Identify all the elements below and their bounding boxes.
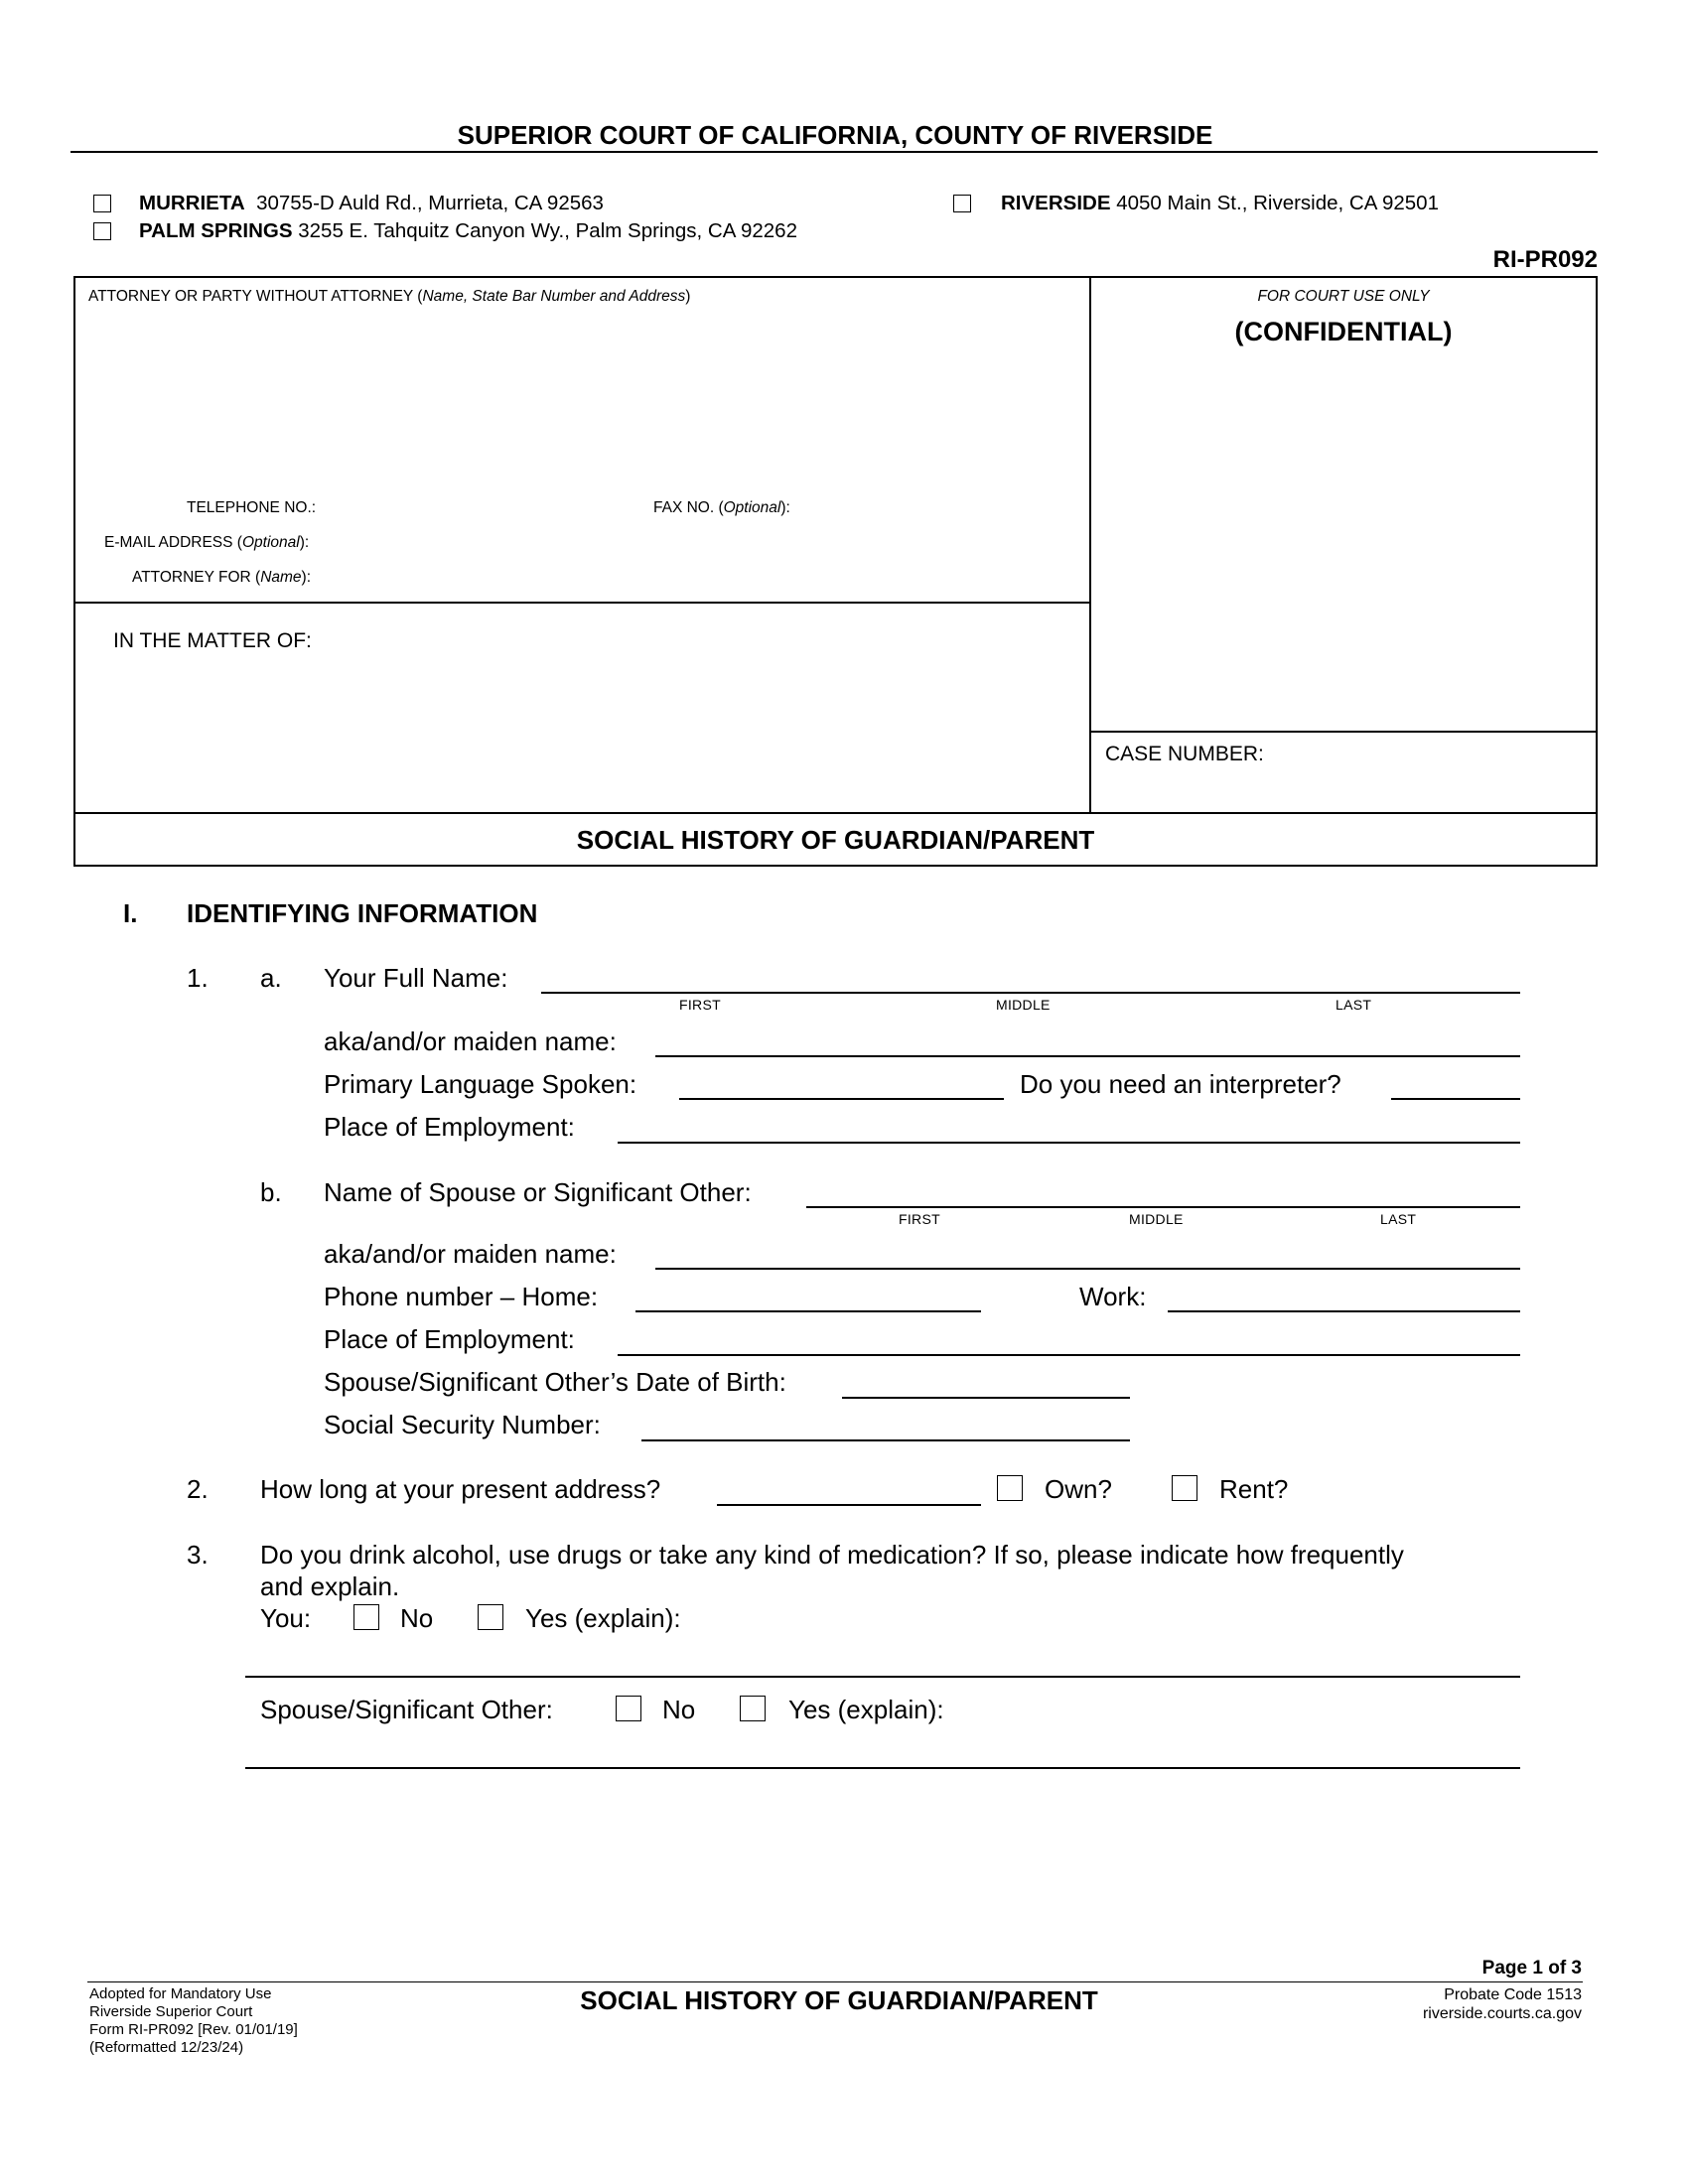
you-no-label: No	[400, 1603, 434, 1633]
own-label: Own?	[1045, 1474, 1112, 1504]
confidential-label: (CONFIDENTIAL)	[1234, 317, 1453, 346]
murrieta-checkbox[interactable]	[93, 195, 111, 212]
attorney-box	[73, 276, 1091, 604]
address-duration-line[interactable]	[717, 1504, 981, 1506]
footer-title: SOCIAL HISTORY OF GUARDIAN/PARENT	[580, 1985, 1098, 2015]
own-checkbox[interactable]	[997, 1475, 1023, 1501]
palm-springs-location	[139, 219, 797, 243]
interpreter-line[interactable]	[1391, 1098, 1520, 1100]
header-rule	[70, 151, 1598, 153]
phone-home-line[interactable]	[635, 1310, 981, 1312]
spouse-aka-label: aka/and/or maiden name:	[324, 1239, 617, 1269]
spouse-middle-caption: MIDDLE	[1129, 1211, 1184, 1227]
work-phone-line[interactable]	[1168, 1310, 1520, 1312]
interpreter-label: Do you need an interpreter?	[1020, 1069, 1341, 1099]
footer-form: Form RI-PR092 [Rev. 01/01/19]	[89, 2021, 298, 2038]
murrieta-name: MURRIETA	[139, 192, 245, 214]
fax-label: FAX NO. (Optional):	[653, 499, 790, 516]
murrieta-location	[139, 192, 604, 215]
you-yes-checkbox[interactable]	[478, 1604, 503, 1630]
spouse-no-label: No	[662, 1695, 696, 1724]
q1b-letter: b.	[260, 1177, 282, 1207]
rent-label: Rent?	[1219, 1474, 1289, 1504]
q3-question-line1: Do you drink alcohol, use drugs or take any kind of medication? If so, please indicate how frequently	[260, 1540, 1404, 1570]
footer-reformatted: (Reformatted 12/23/24)	[89, 2039, 244, 2056]
aka-line[interactable]	[655, 1055, 1520, 1057]
riverside-address: 4050 Main St., Riverside, CA 92501	[1116, 192, 1439, 214]
riverside-checkbox[interactable]	[953, 195, 971, 212]
section-title: IDENTIFYING INFORMATION	[187, 898, 538, 928]
q3-number: 3.	[187, 1540, 209, 1570]
spouse-yes-label: Yes (explain):	[788, 1695, 944, 1724]
spouse-dob-label: Spouse/Significant Other’s Date of Birth:	[324, 1367, 786, 1397]
email-label: E-MAIL ADDRESS (Optional):	[104, 534, 310, 551]
court-title: SUPERIOR COURT OF CALIFORNIA, COUNTY OF RIVERSIDE	[457, 120, 1213, 150]
riverside-location	[1001, 192, 1439, 215]
spouse-name-line[interactable]	[806, 1206, 1520, 1208]
employment-line[interactable]	[618, 1142, 1520, 1144]
footer-right	[1423, 1985, 1582, 2023]
telephone-label: TELEPHONE NO.:	[187, 499, 317, 516]
riverside-name: RIVERSIDE	[1001, 192, 1111, 214]
form-code: RI-PR092	[1492, 246, 1598, 273]
q3-question-line2: and explain.	[260, 1571, 400, 1601]
footer-court: Riverside Superior Court	[89, 2003, 253, 2020]
ssn-label: Social Security Number:	[324, 1410, 601, 1439]
palm-springs-name: PALM SPRINGS	[139, 219, 293, 242]
you-yes-label: Yes (explain):	[525, 1603, 681, 1633]
full-name-last-caption: LAST	[1336, 997, 1372, 1013]
spouse-substance-label: Spouse/Significant Other:	[260, 1695, 553, 1724]
q1a-letter: a.	[260, 963, 282, 993]
matter-label: IN THE MATTER OF:	[113, 629, 312, 652]
ssn-line[interactable]	[641, 1439, 1130, 1441]
phone-home-label: Phone number – Home:	[324, 1282, 599, 1311]
language-label: Primary Language Spoken:	[324, 1069, 637, 1099]
palm-springs-address: 3255 E. Tahquitz Canyon Wy., Palm Springs, CA 92262	[298, 219, 797, 242]
full-name-label: Your Full Name:	[324, 963, 508, 993]
murrieta-address: 30755-D Auld Rd., Murrieta, CA 92563	[256, 192, 604, 214]
spouse-aka-line[interactable]	[655, 1268, 1520, 1270]
rent-checkbox[interactable]	[1172, 1475, 1197, 1501]
spouse-first-caption: FIRST	[899, 1211, 940, 1227]
spouse-employment-line[interactable]	[618, 1354, 1520, 1356]
page-number: Page 1 of 3	[1481, 1958, 1582, 1979]
palm-springs-checkbox[interactable]	[93, 222, 111, 240]
you-no-checkbox[interactable]	[353, 1604, 379, 1630]
spouse-last-caption: LAST	[1380, 1211, 1417, 1227]
spouse-dob-line[interactable]	[842, 1397, 1130, 1399]
section-numeral: I.	[123, 898, 138, 928]
you-label: You:	[260, 1603, 312, 1633]
q2-label: How long at your present address?	[260, 1474, 661, 1504]
q2-number: 2.	[187, 1474, 209, 1504]
attorney-label: ATTORNEY OR PARTY WITHOUT ATTORNEY (Name, State Bar Number and Address)	[88, 288, 691, 305]
attorney-for-label: ATTORNEY FOR (Name):	[132, 569, 312, 586]
spouse-employment-label: Place of Employment:	[324, 1324, 575, 1354]
case-number-label: CASE NUMBER:	[1105, 743, 1264, 765]
spouse-explain-line[interactable]	[245, 1767, 1520, 1769]
full-name-middle-caption: MIDDLE	[996, 997, 1051, 1013]
full-name-first-caption: FIRST	[679, 997, 721, 1013]
you-explain-line[interactable]	[245, 1676, 1520, 1678]
footer-adopted: Adopted for Mandatory Use	[89, 1985, 272, 2002]
footer-rule	[87, 1981, 1583, 1982]
court-use-label: FOR COURT USE ONLY	[1257, 288, 1430, 305]
form-title: SOCIAL HISTORY OF GUARDIAN/PARENT	[576, 825, 1095, 855]
footer-left	[89, 1985, 298, 2057]
spouse-name-label: Name of Spouse or Significant Other:	[324, 1177, 752, 1207]
language-line[interactable]	[679, 1098, 1004, 1100]
q1-number: 1.	[187, 963, 209, 993]
spouse-yes-checkbox[interactable]	[740, 1696, 766, 1721]
work-label: Work:	[1079, 1282, 1147, 1311]
aka-label: aka/and/or maiden name:	[324, 1026, 617, 1056]
spouse-no-checkbox[interactable]	[616, 1696, 641, 1721]
footer-website[interactable]: riverside.courts.ca.gov	[1422, 2005, 1582, 2022]
full-name-line[interactable]	[541, 992, 1520, 994]
employment-label: Place of Employment:	[324, 1112, 575, 1142]
footer-code: Probate Code 1513	[1444, 1986, 1582, 2003]
